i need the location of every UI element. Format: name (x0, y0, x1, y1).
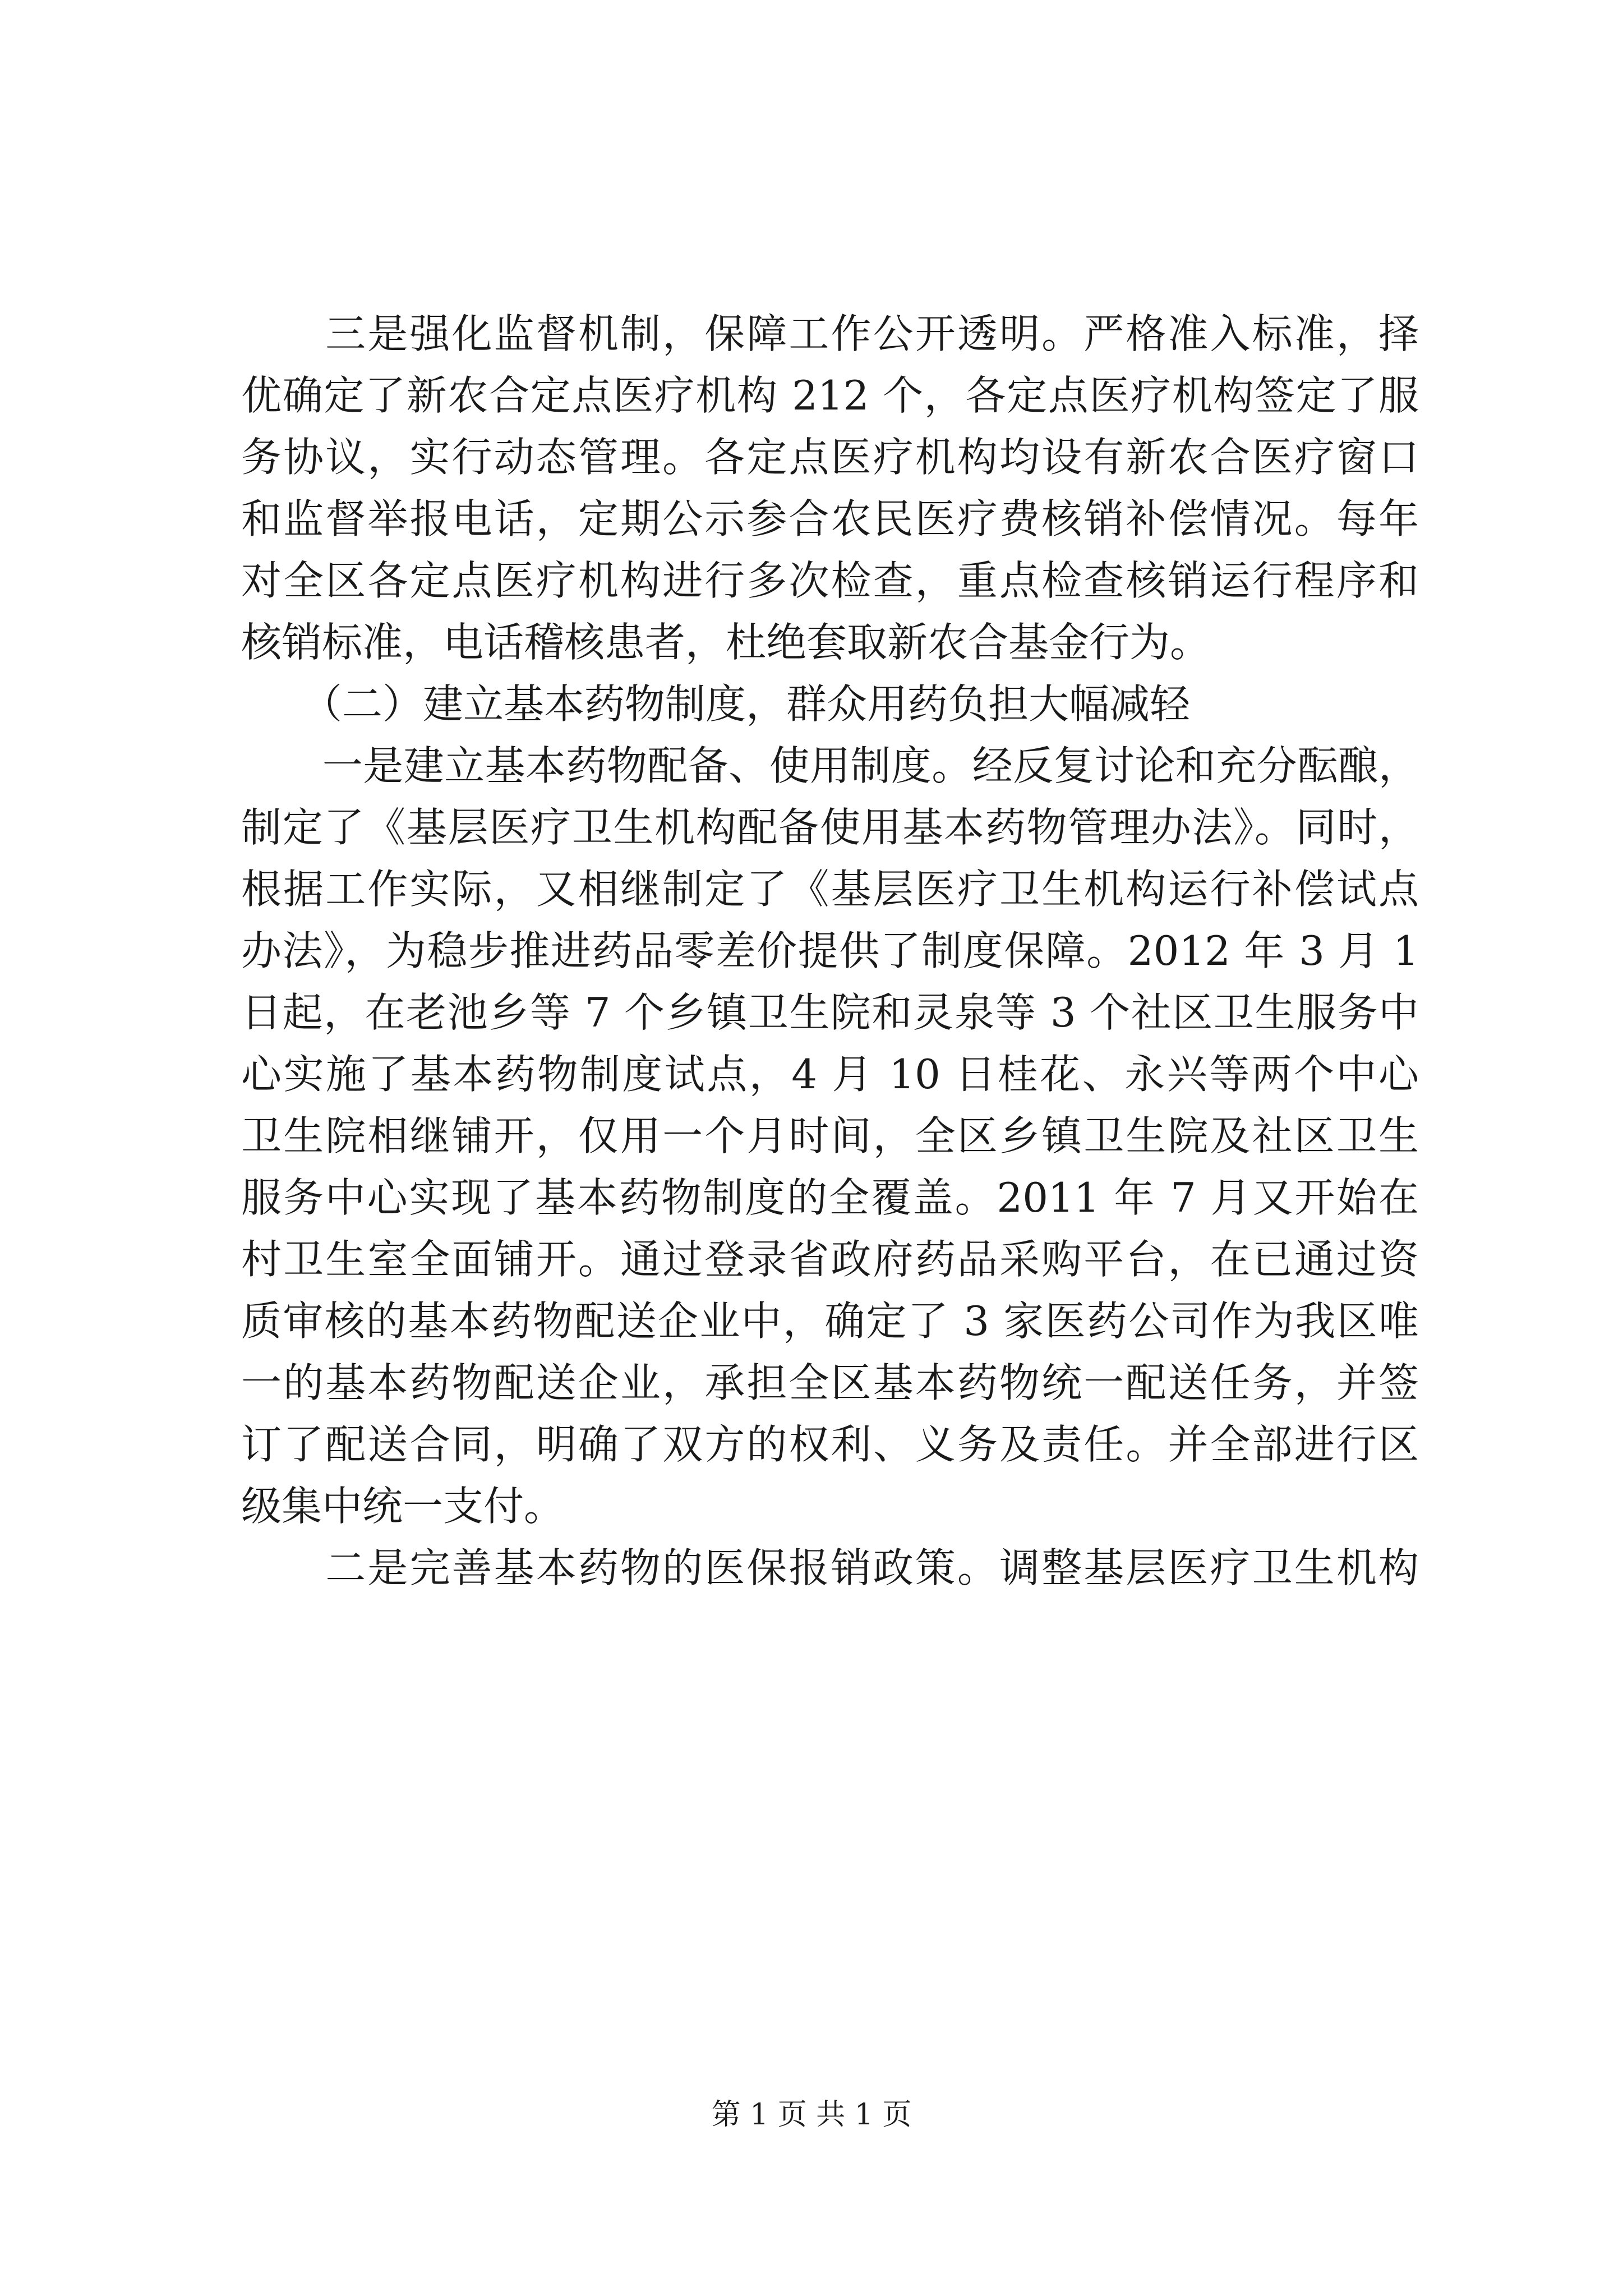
text-line: （二）建立基本药物制度，群众用药负担大幅减轻 (241, 680, 1191, 728)
text-line: 二是完善基本药物的医保报销政策。调整基层医疗卫生机构 (241, 1544, 1419, 1591)
text-line: 一是建立基本药物配备、使用制度。经反复讨论和充分酝酿， (241, 742, 1419, 789)
text-line: 服务中心实现了基本药物制度的全覆盖。2011 年 7 月又开始在 (241, 1174, 1419, 1221)
text-line: 制定了《基层医疗卫生机构配备使用基本药物管理办法》。同时， (241, 804, 1419, 851)
text-line: 核销标准，电话稽核患者，杜绝套取新农合基金行为。 (241, 619, 1211, 666)
text-line: 对全区各定点医疗机构进行多次检查，重点检查核销运行程序和 (241, 557, 1419, 604)
text-line: 务协议，实行动态管理。各定点医疗机构均设有新农合医疗窗口 (241, 434, 1419, 481)
text-line: 日起，在老池乡等 7 个乡镇卫生院和灵泉等 3 个社区卫生服务中 (241, 989, 1419, 1036)
text-line: 村卫生室全面铺开。通过登录省政府药品采购平台，在已通过资 (241, 1236, 1419, 1283)
text-line: 一的基本药物配送企业，承担全区基本药物统一配送任务，并签 (241, 1359, 1419, 1406)
page-footer: 第 1 页 共 1 页 (711, 2098, 912, 2132)
document-body (241, 303, 1419, 1599)
text-line: 办法》，为稳步推进药品零差价提供了制度保障。2012 年 3 月 1 (241, 927, 1419, 974)
text-line: 质审核的基本药物配送企业中，确定了 3 家医药公司作为我区唯 (241, 1297, 1419, 1345)
text-line: 级集中统一支付。 (241, 1483, 565, 1530)
text-line: 订了配送合同，明确了双方的权利、义务及责任。并全部进行区 (241, 1421, 1419, 1468)
text-line: 卫生院相继铺开，仅用一个月时间，全区乡镇卫生院及社区卫生 (241, 1112, 1419, 1159)
text-line: 三是强化监督机制，保障工作公开透明。严格准入标准，择 (241, 310, 1419, 357)
text-line: 优确定了新农合定点医疗机构 212 个，各定点医疗机构签定了服 (241, 372, 1419, 419)
text-line: 和监督举报电话，定期公示参合农民医疗费核销补偿情况。每年 (241, 495, 1419, 542)
text-line: 心实施了基本药物制度试点，4 月 10 日桂花、永兴等两个中心 (241, 1051, 1419, 1098)
text-line: 根据工作实际，又相继制定了《基层医疗卫生机构运行补偿试点 (241, 866, 1419, 913)
